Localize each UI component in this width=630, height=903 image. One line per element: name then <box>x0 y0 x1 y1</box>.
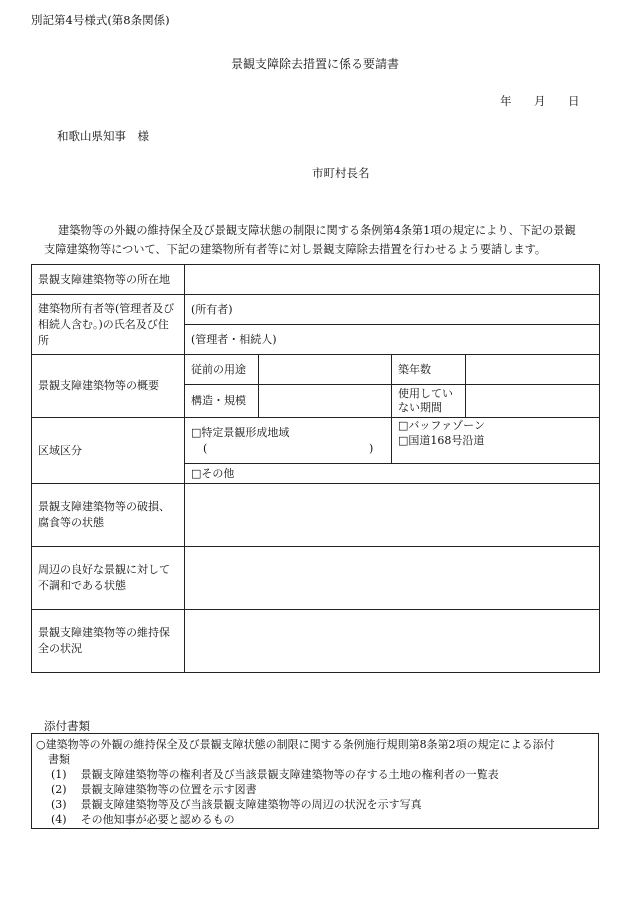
area-label: 区域区分 <box>32 418 185 484</box>
area-route-checkbox[interactable]: □国道168号沿道 <box>398 434 485 447</box>
page-title: 景観支障除去措置に係る要請書 <box>230 57 399 71</box>
area-buffer-checkbox[interactable]: □バッファゾーン <box>398 419 485 432</box>
item-number: (4) <box>51 813 67 826</box>
date-day: 日 <box>568 94 580 108</box>
form-label: 別記第4号様式(第8条関係) <box>31 13 170 27</box>
area-other-checkbox[interactable]: □その他 <box>185 464 600 484</box>
unused-period-field[interactable] <box>466 385 600 418</box>
damage-label: 景観支障建築物等の破損、腐食等の状態 <box>32 484 185 547</box>
item-number: (2) <box>51 783 67 796</box>
item-text: 景観支障建築物等及び当該景観支障建築物等の周辺の状況を示す写真 <box>80 798 422 811</box>
table-row <box>32 355 600 385</box>
years-label: 築年数 <box>392 355 466 385</box>
area-special-checkbox[interactable]: □特定景観形成地域 <box>191 426 290 439</box>
maintenance-field[interactable] <box>185 610 600 673</box>
item-text: その他知事が必要と認めるもの <box>80 813 235 826</box>
attachments-intro-2: 書類 <box>48 753 70 766</box>
area-special-detail <box>191 441 385 457</box>
request-line-1: 建築物等の外観の維持保全及び景観支障状態の制限に関する条例第4条第1項の規定により、下記の景観 <box>58 224 576 237</box>
item-number: (1) <box>51 768 67 781</box>
overview-label: 景観支障建築物等の概要 <box>32 355 185 418</box>
attachments-intro-1: ○建築物等の外観の維持保全及び景観支障状態の制限に関する条例施行規則第8条第2項の規定による添付 <box>36 738 555 751</box>
list-item <box>51 812 235 827</box>
location-label: 景観支障建築物等の所在地 <box>32 265 185 295</box>
attachments-box <box>31 733 599 829</box>
attachments-title: 添付書類 <box>44 719 90 733</box>
owner-field[interactable]: (所有者) <box>185 295 600 325</box>
list-item <box>51 767 499 782</box>
unused-period-label: 使用していない期間 <box>392 385 466 418</box>
maintenance-label: 景観支障建築物等の維持保全の状況 <box>32 610 185 673</box>
list-item <box>51 797 422 812</box>
structure-field[interactable] <box>259 385 392 418</box>
item-text: 景観支障建築物等の権利者及び当該景観支障建築物等の存する土地の権利者の一覧表 <box>80 768 499 781</box>
table-row <box>32 484 600 547</box>
item-number: (3) <box>51 798 67 811</box>
table-row <box>32 418 600 464</box>
paren-close: ) <box>369 442 374 455</box>
location-field[interactable] <box>185 265 600 295</box>
table-row <box>32 265 600 295</box>
date-year: 年 <box>500 94 512 108</box>
owner-label: 建築物所有者等(管理者及び相続人含む。)の氏名及び住所 <box>32 295 185 355</box>
damage-field[interactable] <box>185 484 600 547</box>
table-row <box>32 547 600 610</box>
item-text: 景観支障建築物等の位置を示す図書 <box>80 783 257 796</box>
disharmony-label: 周辺の良好な景観に対して不調和である状態 <box>32 547 185 610</box>
table-row <box>32 610 600 673</box>
table-row <box>32 295 600 325</box>
date-month: 月 <box>534 94 546 108</box>
request-table <box>31 264 600 673</box>
disharmony-field[interactable] <box>185 547 600 610</box>
prev-use-field[interactable] <box>259 355 392 385</box>
date-line <box>500 93 580 109</box>
sender-name: 市町村長名 <box>312 166 370 180</box>
prev-use-label: 従前の用途 <box>185 355 259 385</box>
paren-open: ( <box>203 442 208 455</box>
list-item <box>51 782 257 797</box>
area-special-cell[interactable] <box>185 418 392 464</box>
structure-label: 構造・規模 <box>185 385 259 418</box>
manager-field[interactable]: (管理者・相続人) <box>185 325 600 355</box>
area-buffer-cell[interactable] <box>392 418 600 464</box>
addressee: 和歌山県知事 様 <box>57 129 149 143</box>
request-line-2: 支障建築物等について、下記の建築物所有者等に対し景観支障除去措置を行わせるよう要請します。 <box>44 243 547 256</box>
request-statement <box>44 221 604 259</box>
years-field[interactable] <box>466 355 600 385</box>
